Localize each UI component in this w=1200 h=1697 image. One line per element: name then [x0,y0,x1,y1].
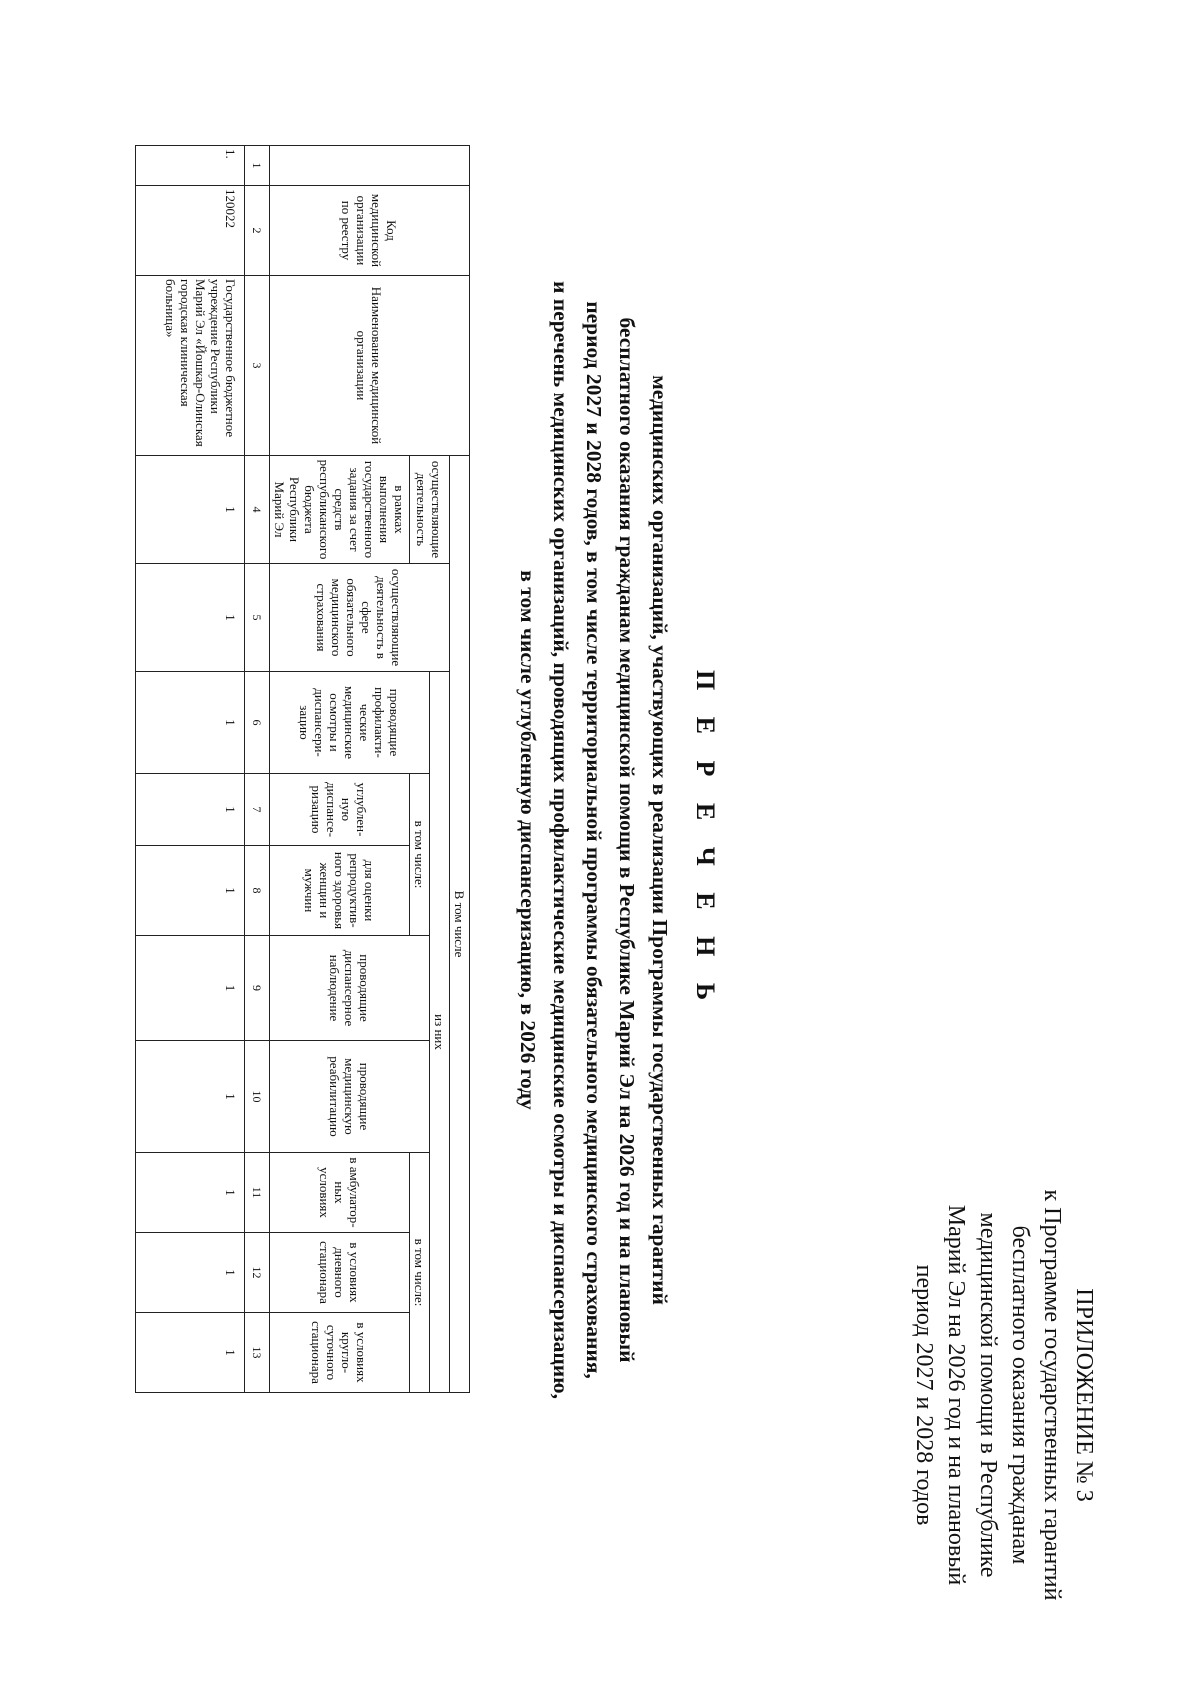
row-org-name: Государственное бюджетное учреждение Республики Марий Эл «Йошкар-Олинская городская клиническая больница» [136,276,245,456]
header-prof: проводящие профилакти- ческие медицинские осмотры и диспансери- зацию [270,672,430,774]
appendix-header [908,1160,1100,1630]
row-value: 1 [136,1153,245,1233]
appendix-line: медицинской помощи в Республике [975,1212,1001,1578]
header-disp: проводящие диспансерное наблюдение [270,936,430,1041]
header-name: Наименование медицинской организации [270,276,470,456]
col-number: 10 [245,1041,270,1153]
col-number: 2 [245,186,270,276]
header-cell-index [270,146,470,186]
header-rehab: проводящие медицинскую реабилитацию [270,1041,430,1153]
row-code: 120022 [136,186,245,276]
header-activity: осуществляющие деятельность [410,456,450,564]
row-value: 1 [136,774,245,846]
col-number: 6 [245,672,270,774]
header-round: в условиях кругло- суточного стационара [270,1313,410,1393]
col-number: 12 [245,1233,270,1313]
title-line: бесплатного оказания гражданам медицинской помощи в Республике Марий Эл на 2026 год и на плановый [615,317,639,1363]
header-sub-2: в том числе: [410,1153,430,1393]
header-code: Код медицинской организации по реестру [270,186,470,276]
col-number: 4 [245,456,270,564]
appendix-number: ПРИЛОЖЕНИЕ № 3 [1071,1288,1097,1502]
col-number: 1 [245,146,270,186]
col-number: 7 [245,774,270,846]
header-day: в условиях дневного стационара [270,1233,410,1313]
row-value: 1 [136,1041,245,1153]
title-line: период 2027 и 2028 годов, в том числе территориальной программы обязательного медицинского страхования, [582,301,606,1379]
document-title [511,130,720,1550]
row-value: 1 [136,936,245,1041]
row-value: 1 [136,846,245,936]
row-value: 1 [136,1313,245,1393]
header-sub-1: в том числе: [410,774,430,936]
row-value: 1 [136,672,245,774]
col-number: 5 [245,564,270,672]
appendix-line: к Программе государственных гарантий [1039,1189,1065,1601]
title-line: в том числе углубленную диспансеризацию, в 2026 году [516,570,540,1110]
organizations-table [135,145,470,1393]
col-number: 9 [245,936,270,1041]
title-line: и перечень медицинских организаций, проводящих профилактические медицинские осмотры и диспансеризацию, [549,281,573,1399]
header-in-total: В том числе [450,456,470,1393]
appendix-line: бесплатного оказания гражданам [1007,1225,1033,1565]
title-line: медицинских организаций, участвующих в реализации Программы государственных гарантий [648,375,672,1305]
header-of-them: из них [430,672,450,1393]
row-number: 1. [136,146,245,186]
col-number: 13 [245,1313,270,1393]
header-row [450,146,470,1393]
header-ambul: в амбулатор- ных условиях [270,1153,410,1233]
header-budget: в рамках выполнения государственного задания за счет средств республиканского бюджета Республики Марий Эл [270,456,410,564]
row-value: 1 [136,456,245,564]
title-heading: П Е Р Е Ч Е Н Ь [691,669,720,1011]
header-repro: для оценки репродуктив- ного здоровья женщин и мужчин [270,846,410,936]
header-oms: осуществляющие деятельность в сфере обязательного медицинского страхования [270,564,450,672]
column-number-row [245,146,270,1393]
col-number: 8 [245,846,270,936]
row-value: 1 [136,1233,245,1313]
appendix-line: Марий Эл на 2026 год и на плановый [943,1204,969,1586]
appendix-line: период 2027 и 2028 годов [911,1264,937,1526]
header-deep: углублен- ную диспансе- ризацию [270,774,410,846]
row-value: 1 [136,564,245,672]
col-number: 3 [245,276,270,456]
col-number: 11 [245,1153,270,1233]
organizations-table-wrapper [135,145,470,1393]
table-row [136,146,245,1393]
